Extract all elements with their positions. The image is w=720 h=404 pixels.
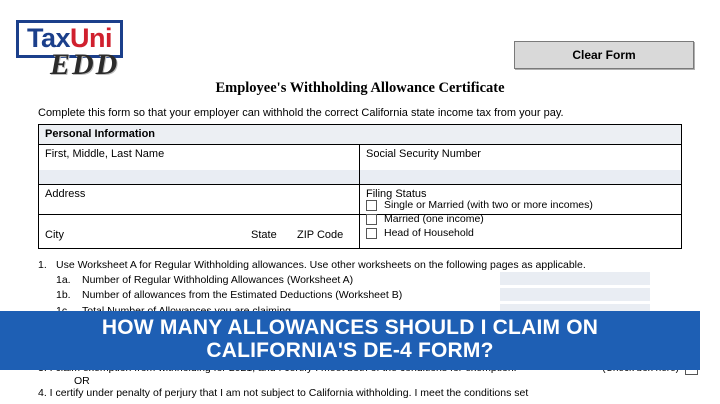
table-row — [39, 199, 681, 249]
instruction-text: Number of allowances from the Estimated Deductions (Worksheet B) — [82, 289, 403, 302]
caption-banner — [0, 311, 700, 370]
checkbox-icon[interactable] — [366, 214, 377, 225]
instruction-line-4: 4. I certify under penalty of perjury that I am not subject to California withholding. I meet the conditions set — [38, 387, 529, 399]
instruction-text: Use Worksheet A for Regular Withholding allowances. Use other worksheets on the following pages as applicable. — [56, 259, 586, 271]
filing-option-label: Married (one income) — [384, 213, 484, 225]
instruction-number: 1a. — [56, 274, 71, 287]
site-logo — [8, 20, 168, 82]
form-instruction: Complete this form so that your employer can withhold the correct California state income tax from your pay. — [38, 107, 564, 119]
name-field-cell[interactable] — [39, 145, 360, 184]
name-label: First, Middle, Last Name — [45, 148, 165, 160]
filing-option-married-one-income[interactable] — [366, 213, 593, 225]
filing-option-label: Single or Married (with two or more incomes) — [384, 199, 593, 211]
name-input[interactable] — [39, 170, 359, 184]
filing-option-single-or-married[interactable] — [366, 199, 593, 211]
logo-text-uni: Uni — [70, 23, 113, 53]
logo-text-tax: Tax — [27, 23, 71, 53]
clear-form-label: Clear Form — [572, 48, 636, 62]
edd-logo-text: EDD — [50, 48, 120, 81]
ssn-label: Social Security Number — [366, 148, 481, 160]
instruction-number: 1b. — [56, 289, 71, 302]
clear-form-button[interactable] — [514, 41, 694, 69]
caption-line-1: HOW MANY ALLOWANCES SHOULD I CLAIM ON — [101, 316, 599, 339]
allowance-input-1b[interactable] — [500, 288, 650, 301]
filing-option-label: Head of Household — [384, 227, 474, 239]
personal-information-table — [38, 124, 682, 249]
caption-line-2: CALIFORNIA'S DE-4 FORM? — [206, 338, 494, 362]
table-row — [39, 125, 681, 145]
filing-option-head-of-household[interactable] — [366, 227, 593, 239]
ssn-input[interactable] — [360, 170, 681, 184]
city-label: City — [45, 229, 64, 241]
instruction-line-or: OR — [74, 375, 90, 387]
zip-label: ZIP Code — [297, 229, 344, 241]
instruction-number: 1. — [38, 259, 47, 271]
filing-status-options-cell — [360, 199, 681, 248]
city-state-zip-cell[interactable] — [39, 215, 360, 248]
allowance-input-1a[interactable] — [500, 272, 650, 285]
instruction-line-1 — [38, 258, 688, 273]
instruction-text: Number of Regular Withholding Allowances (Worksheet A) — [82, 274, 354, 287]
checkbox-icon[interactable] — [366, 228, 377, 239]
checkbox-icon[interactable] — [366, 200, 377, 211]
ssn-field-cell[interactable] — [360, 145, 681, 184]
filing-status-label: Filing Status — [366, 188, 427, 200]
address-field-cell[interactable] — [39, 185, 360, 214]
section-header-personal-information: Personal Information — [39, 125, 681, 144]
table-row — [39, 145, 681, 185]
state-label: State — [251, 229, 277, 241]
form-title: Employee's Withholding Allowance Certificate — [215, 80, 505, 96]
address-label: Address — [45, 188, 86, 200]
